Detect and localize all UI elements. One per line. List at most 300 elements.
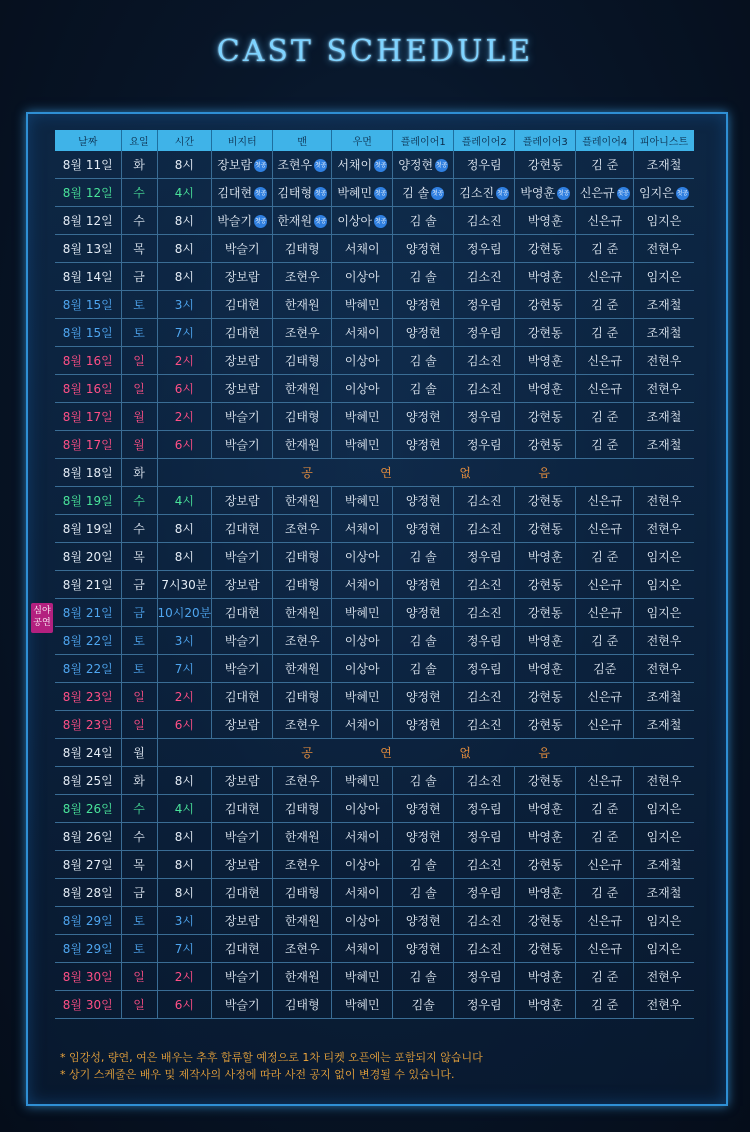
cast-name: 신은규 xyxy=(587,578,623,592)
player2-cell xyxy=(454,179,515,207)
cast-name: 이상아 xyxy=(337,214,373,228)
cast-name: 서채이 xyxy=(344,830,380,844)
cast-name: 신은규 xyxy=(587,606,623,620)
cast-name: 장보람 xyxy=(217,158,253,172)
woman-cell xyxy=(332,935,393,963)
visitor-cell xyxy=(212,991,273,1019)
cast-name: 한재원 xyxy=(284,914,320,928)
cast-name: 조재철 xyxy=(646,886,682,900)
player2-cell xyxy=(454,627,515,655)
no-show-char: 없 xyxy=(459,466,471,480)
header-woman: 우먼 xyxy=(332,130,393,151)
player2-cell xyxy=(454,291,515,319)
pianist-cell xyxy=(634,431,694,459)
day-cell: 일 xyxy=(121,375,157,403)
player2-cell xyxy=(454,935,515,963)
player2-cell xyxy=(454,235,515,263)
time-cell: 8시 xyxy=(157,879,212,907)
day-cell: 월 xyxy=(121,739,157,767)
cast-name: 양정현 xyxy=(405,914,441,928)
man-cell xyxy=(273,767,332,795)
cast-name: 이상아 xyxy=(344,382,380,396)
cast-name: 박영훈 xyxy=(527,634,563,648)
pianist-cell xyxy=(634,767,694,795)
visitor-cell xyxy=(212,655,273,683)
player3-cell xyxy=(515,767,576,795)
player1-cell xyxy=(393,823,454,851)
cast-name: 신은규 xyxy=(587,214,623,228)
pianist-cell xyxy=(634,207,694,235)
schedule-row xyxy=(55,599,694,627)
cast-name: 박혜민 xyxy=(344,410,380,424)
cast-name: 조현우 xyxy=(284,942,320,956)
day-cell: 금 xyxy=(121,879,157,907)
day-cell: 수 xyxy=(121,795,157,823)
man-cell xyxy=(273,515,332,543)
cast-name: 조현우 xyxy=(284,718,320,732)
date-cell: 8월 20일 xyxy=(55,543,121,571)
pianist-cell xyxy=(634,263,694,291)
pianist-cell xyxy=(634,235,694,263)
cast-name: 김 준 xyxy=(591,970,619,984)
man-cell xyxy=(273,627,332,655)
player2-cell xyxy=(454,207,515,235)
player3-cell xyxy=(515,431,576,459)
header-player4: 플레이어4 xyxy=(576,130,634,151)
cast-name: 강현동 xyxy=(527,242,563,256)
time-cell: 2시 xyxy=(157,347,212,375)
cast-name: 김소진 xyxy=(466,774,502,788)
cast-name: 박영훈 xyxy=(527,802,563,816)
player4-cell xyxy=(576,627,634,655)
cast-name: 김태형 xyxy=(284,802,320,816)
cast-name: 김태형 xyxy=(284,550,320,564)
cast-name: 한재원 xyxy=(284,438,320,452)
cast-name: 임지은 xyxy=(646,578,682,592)
woman-cell xyxy=(332,571,393,599)
player2-cell xyxy=(454,487,515,515)
first-performance-badge: 첫공 xyxy=(496,187,509,200)
visitor-cell xyxy=(212,375,273,403)
cast-name: 김 솔 xyxy=(409,214,437,228)
time-cell: 10시20분 xyxy=(157,599,212,627)
cast-name: 장보람 xyxy=(224,354,260,368)
cast-name: 정우림 xyxy=(466,242,502,256)
cast-name: 양정현 xyxy=(405,438,441,452)
cast-name: 정우림 xyxy=(466,802,502,816)
day-cell: 토 xyxy=(121,655,157,683)
date-cell: 8월 30일 xyxy=(55,991,121,1019)
man-cell xyxy=(273,907,332,935)
cast-name: 한재원 xyxy=(284,606,320,620)
player3-cell xyxy=(515,963,576,991)
player3-cell xyxy=(515,543,576,571)
schedule-row xyxy=(55,487,694,515)
player4-cell xyxy=(576,319,634,347)
cast-name: 조현우 xyxy=(284,326,320,340)
player4-cell xyxy=(576,487,634,515)
schedule-row xyxy=(55,515,694,543)
cast-name: 양정현 xyxy=(405,690,441,704)
cast-name: 박영훈 xyxy=(527,382,563,396)
man-cell xyxy=(273,851,332,879)
man-cell xyxy=(273,935,332,963)
player1-cell xyxy=(393,795,454,823)
player3-cell xyxy=(515,935,576,963)
cast-name: 신은규 xyxy=(587,382,623,396)
player4-cell xyxy=(576,879,634,907)
date-cell: 8월 28일 xyxy=(55,879,121,907)
cast-name: 김태형 xyxy=(284,886,320,900)
date-cell: 8월 19일 xyxy=(55,487,121,515)
man-cell xyxy=(273,683,332,711)
player4-cell xyxy=(576,655,634,683)
woman-cell xyxy=(332,151,393,179)
visitor-cell xyxy=(212,403,273,431)
date-cell: 8월 12일 xyxy=(55,179,121,207)
first-performance-badge: 첫공 xyxy=(314,159,327,172)
player1-cell xyxy=(393,431,454,459)
pianist-cell xyxy=(634,543,694,571)
pianist-cell xyxy=(634,795,694,823)
visitor-cell xyxy=(212,963,273,991)
cast-name: 전현우 xyxy=(646,494,682,508)
schedule-row xyxy=(55,655,694,683)
cast-name: 김 준 xyxy=(591,886,619,900)
player3-cell xyxy=(515,795,576,823)
man-cell xyxy=(273,655,332,683)
cast-name: 김준 xyxy=(593,662,617,676)
player3-cell xyxy=(515,879,576,907)
pianist-cell xyxy=(634,823,694,851)
cast-name: 김 준 xyxy=(591,830,619,844)
cast-name: 신은규 xyxy=(587,522,623,536)
visitor-cell xyxy=(212,235,273,263)
cast-name: 한재원 xyxy=(284,662,320,676)
player2-cell xyxy=(454,543,515,571)
cast-name: 김대현 xyxy=(224,326,260,340)
man-cell xyxy=(273,151,332,179)
cast-name: 조재철 xyxy=(646,158,682,172)
player2-cell xyxy=(454,571,515,599)
cast-name: 서채이 xyxy=(344,522,380,536)
cast-name: 신은규 xyxy=(587,690,623,704)
cast-name: 조현우 xyxy=(284,522,320,536)
cast-name: 박혜민 xyxy=(344,998,380,1012)
player4-cell xyxy=(576,571,634,599)
cast-name: 조현우 xyxy=(284,270,320,284)
man-cell xyxy=(273,487,332,515)
day-cell: 수 xyxy=(121,515,157,543)
pianist-cell xyxy=(634,935,694,963)
cast-name: 전현우 xyxy=(646,634,682,648)
player1-cell xyxy=(393,543,454,571)
date-cell: 8월 26일 xyxy=(55,823,121,851)
visitor-cell xyxy=(212,879,273,907)
schedule-row xyxy=(55,459,694,487)
player1-cell xyxy=(393,711,454,739)
visitor-cell xyxy=(212,515,273,543)
visitor-cell xyxy=(212,627,273,655)
cast-name: 김 솔 xyxy=(409,382,437,396)
first-performance-badge: 첫공 xyxy=(435,159,448,172)
cast-name: 박슬기 xyxy=(224,830,260,844)
visitor-cell xyxy=(212,795,273,823)
cast-name: 박슬기 xyxy=(224,410,260,424)
cast-name: 김소진 xyxy=(466,578,502,592)
cast-name: 조재철 xyxy=(646,326,682,340)
cast-name: 조현우 xyxy=(284,858,320,872)
visitor-cell xyxy=(212,319,273,347)
player1-cell xyxy=(393,151,454,179)
header-pianist: 피아니스트 xyxy=(634,130,694,151)
visitor-cell xyxy=(212,431,273,459)
player2-cell xyxy=(454,319,515,347)
player4-cell xyxy=(576,291,634,319)
cast-name: 한재원 xyxy=(284,494,320,508)
woman-cell xyxy=(332,599,393,627)
cast-name: 양정현 xyxy=(405,718,441,732)
day-cell: 금 xyxy=(121,571,157,599)
footnote-2: * 상기 스케줄은 배우 및 제작사의 사정에 따라 사전 공지 없이 변경될 수 있습니다. xyxy=(60,1068,455,1081)
time-cell: 8시 xyxy=(157,823,212,851)
page-title: CAST SCHEDULE xyxy=(216,34,534,69)
player3-cell xyxy=(515,655,576,683)
cast-name: 박영훈 xyxy=(527,998,563,1012)
woman-cell xyxy=(332,879,393,907)
cast-name: 김 준 xyxy=(591,158,619,172)
date-cell: 8월 15일 xyxy=(55,291,121,319)
header-day: 요일 xyxy=(121,130,157,151)
time-cell: 8시 xyxy=(157,263,212,291)
no-show-char: 음 xyxy=(538,466,550,480)
cast-name: 박혜민 xyxy=(344,494,380,508)
player4-cell xyxy=(576,403,634,431)
visitor-cell xyxy=(212,711,273,739)
cast-name: 서채이 xyxy=(344,578,380,592)
cast-name: 양정현 xyxy=(405,578,441,592)
cast-name: 김태형 xyxy=(284,410,320,424)
man-cell xyxy=(273,291,332,319)
cast-name: 조재철 xyxy=(646,298,682,312)
date-cell: 8월 17일 xyxy=(55,403,121,431)
day-cell: 토 xyxy=(121,907,157,935)
cast-name: 김 준 xyxy=(591,998,619,1012)
day-cell: 수 xyxy=(121,487,157,515)
cast-name: 정우림 xyxy=(466,410,502,424)
visitor-cell xyxy=(212,291,273,319)
player3-cell xyxy=(515,403,576,431)
cast-name: 김대현 xyxy=(217,186,253,200)
cast-name: 박혜민 xyxy=(337,186,373,200)
cast-name: 박슬기 xyxy=(224,662,260,676)
cast-name: 정우림 xyxy=(466,158,502,172)
cast-name: 전현우 xyxy=(646,970,682,984)
visitor-cell xyxy=(212,767,273,795)
player3-cell xyxy=(515,263,576,291)
schedule-row xyxy=(55,963,694,991)
player2-cell xyxy=(454,515,515,543)
player3-cell xyxy=(515,207,576,235)
day-cell: 토 xyxy=(121,627,157,655)
schedule-row xyxy=(55,347,694,375)
cast-name: 김 준 xyxy=(591,802,619,816)
schedule-body xyxy=(55,151,694,1019)
player4-cell xyxy=(576,599,634,627)
time-cell: 4시 xyxy=(157,795,212,823)
cast-name: 한재원 xyxy=(284,830,320,844)
day-cell: 수 xyxy=(121,179,157,207)
woman-cell xyxy=(332,263,393,291)
player3-cell xyxy=(515,487,576,515)
cast-name: 김소진 xyxy=(466,606,502,620)
player3-cell xyxy=(515,627,576,655)
time-cell: 4시 xyxy=(157,179,212,207)
cast-name: 강현동 xyxy=(527,326,563,340)
date-cell: 8월 26일 xyxy=(55,795,121,823)
player4-cell xyxy=(576,907,634,935)
header-date: 날짜 xyxy=(55,130,121,151)
pianist-cell xyxy=(634,487,694,515)
cast-name: 박영훈 xyxy=(520,186,556,200)
time-cell: 6시 xyxy=(157,991,212,1019)
no-show-char: 연 xyxy=(380,466,392,480)
pianist-cell xyxy=(634,879,694,907)
cast-name: 박영훈 xyxy=(527,354,563,368)
schedule-header-row xyxy=(55,130,694,151)
time-cell: 8시 xyxy=(157,207,212,235)
cast-name: 김태형 xyxy=(284,998,320,1012)
visitor-cell xyxy=(212,823,273,851)
visitor-cell xyxy=(212,683,273,711)
pianist-cell xyxy=(634,375,694,403)
woman-cell xyxy=(332,319,393,347)
cast-name: 조재철 xyxy=(646,718,682,732)
cast-name: 장보람 xyxy=(224,858,260,872)
cast-name: 장보람 xyxy=(224,774,260,788)
visitor-cell xyxy=(212,599,273,627)
woman-cell xyxy=(332,823,393,851)
player1-cell xyxy=(393,991,454,1019)
time-cell: 3시 xyxy=(157,627,212,655)
visitor-cell xyxy=(212,907,273,935)
visitor-cell xyxy=(212,179,273,207)
player3-cell xyxy=(515,683,576,711)
cast-name: 장보람 xyxy=(224,382,260,396)
cast-name: 임지은 xyxy=(646,802,682,816)
schedule-row xyxy=(55,851,694,879)
cast-name: 서채이 xyxy=(344,242,380,256)
cast-name: 김소진 xyxy=(466,354,502,368)
man-cell xyxy=(273,179,332,207)
player2-cell xyxy=(454,767,515,795)
cast-name: 박영훈 xyxy=(527,270,563,284)
cast-name: 정우림 xyxy=(466,438,502,452)
cast-name: 강현동 xyxy=(527,158,563,172)
cast-name: 박영훈 xyxy=(527,550,563,564)
schedule-row xyxy=(55,263,694,291)
player1-cell xyxy=(393,683,454,711)
first-performance-badge: 첫공 xyxy=(254,215,267,228)
woman-cell xyxy=(332,291,393,319)
cast-name: 김솔 xyxy=(411,998,435,1012)
schedule-row xyxy=(55,431,694,459)
cast-name: 임지은 xyxy=(646,606,682,620)
man-cell xyxy=(273,879,332,907)
pianist-cell xyxy=(634,991,694,1019)
day-cell: 목 xyxy=(121,235,157,263)
man-cell xyxy=(273,375,332,403)
player4-cell xyxy=(576,823,634,851)
cast-name: 박영훈 xyxy=(527,970,563,984)
schedule-row xyxy=(55,991,694,1019)
player4-cell xyxy=(576,851,634,879)
woman-cell xyxy=(332,963,393,991)
time-cell: 8시 xyxy=(157,515,212,543)
man-cell xyxy=(273,795,332,823)
schedule-row xyxy=(55,151,694,179)
first-performance-badge: 첫공 xyxy=(557,187,570,200)
schedule-row xyxy=(55,683,694,711)
cast-name: 양정현 xyxy=(398,158,434,172)
cast-name: 김태형 xyxy=(284,354,320,368)
player3-cell xyxy=(515,319,576,347)
cast-name: 신은규 xyxy=(587,858,623,872)
schedule-table xyxy=(55,130,694,1019)
schedule-row xyxy=(55,235,694,263)
cast-name: 김소진 xyxy=(466,858,502,872)
pianist-cell xyxy=(634,151,694,179)
date-cell: 8월 27일 xyxy=(55,851,121,879)
cast-name: 신은규 xyxy=(587,270,623,284)
cast-name: 장보람 xyxy=(224,578,260,592)
cast-name: 임지은 xyxy=(646,830,682,844)
cast-name: 강현동 xyxy=(527,438,563,452)
day-cell: 일 xyxy=(121,347,157,375)
player3-cell xyxy=(515,599,576,627)
cast-name: 김 준 xyxy=(591,242,619,256)
first-performance-badge: 첫공 xyxy=(254,187,267,200)
player4-cell xyxy=(576,711,634,739)
no-show-char: 음 xyxy=(538,746,550,760)
day-cell: 일 xyxy=(121,963,157,991)
cast-name: 박혜민 xyxy=(344,774,380,788)
cast-name: 신은규 xyxy=(579,186,615,200)
cast-name: 양정현 xyxy=(405,326,441,340)
man-cell xyxy=(273,403,332,431)
cast-name: 전현우 xyxy=(646,774,682,788)
cast-name: 박영훈 xyxy=(527,662,563,676)
player1-cell xyxy=(393,879,454,907)
man-cell xyxy=(273,263,332,291)
cast-name: 임지은 xyxy=(639,186,674,200)
player1-cell xyxy=(393,487,454,515)
pianist-cell xyxy=(634,347,694,375)
cast-name: 김대현 xyxy=(224,942,260,956)
player3-cell xyxy=(515,711,576,739)
visitor-cell xyxy=(212,207,273,235)
date-cell: 8월 21일 xyxy=(55,571,121,599)
cast-name: 김대현 xyxy=(224,522,260,536)
time-cell: 6시 xyxy=(157,711,212,739)
cast-name: 이상아 xyxy=(344,662,380,676)
no-show-text xyxy=(158,464,694,481)
woman-cell xyxy=(332,487,393,515)
first-performance-badge: 첫공 xyxy=(314,215,327,228)
cast-name: 이상아 xyxy=(344,634,380,648)
day-cell: 일 xyxy=(121,683,157,711)
late-night-show-tag xyxy=(31,603,53,633)
